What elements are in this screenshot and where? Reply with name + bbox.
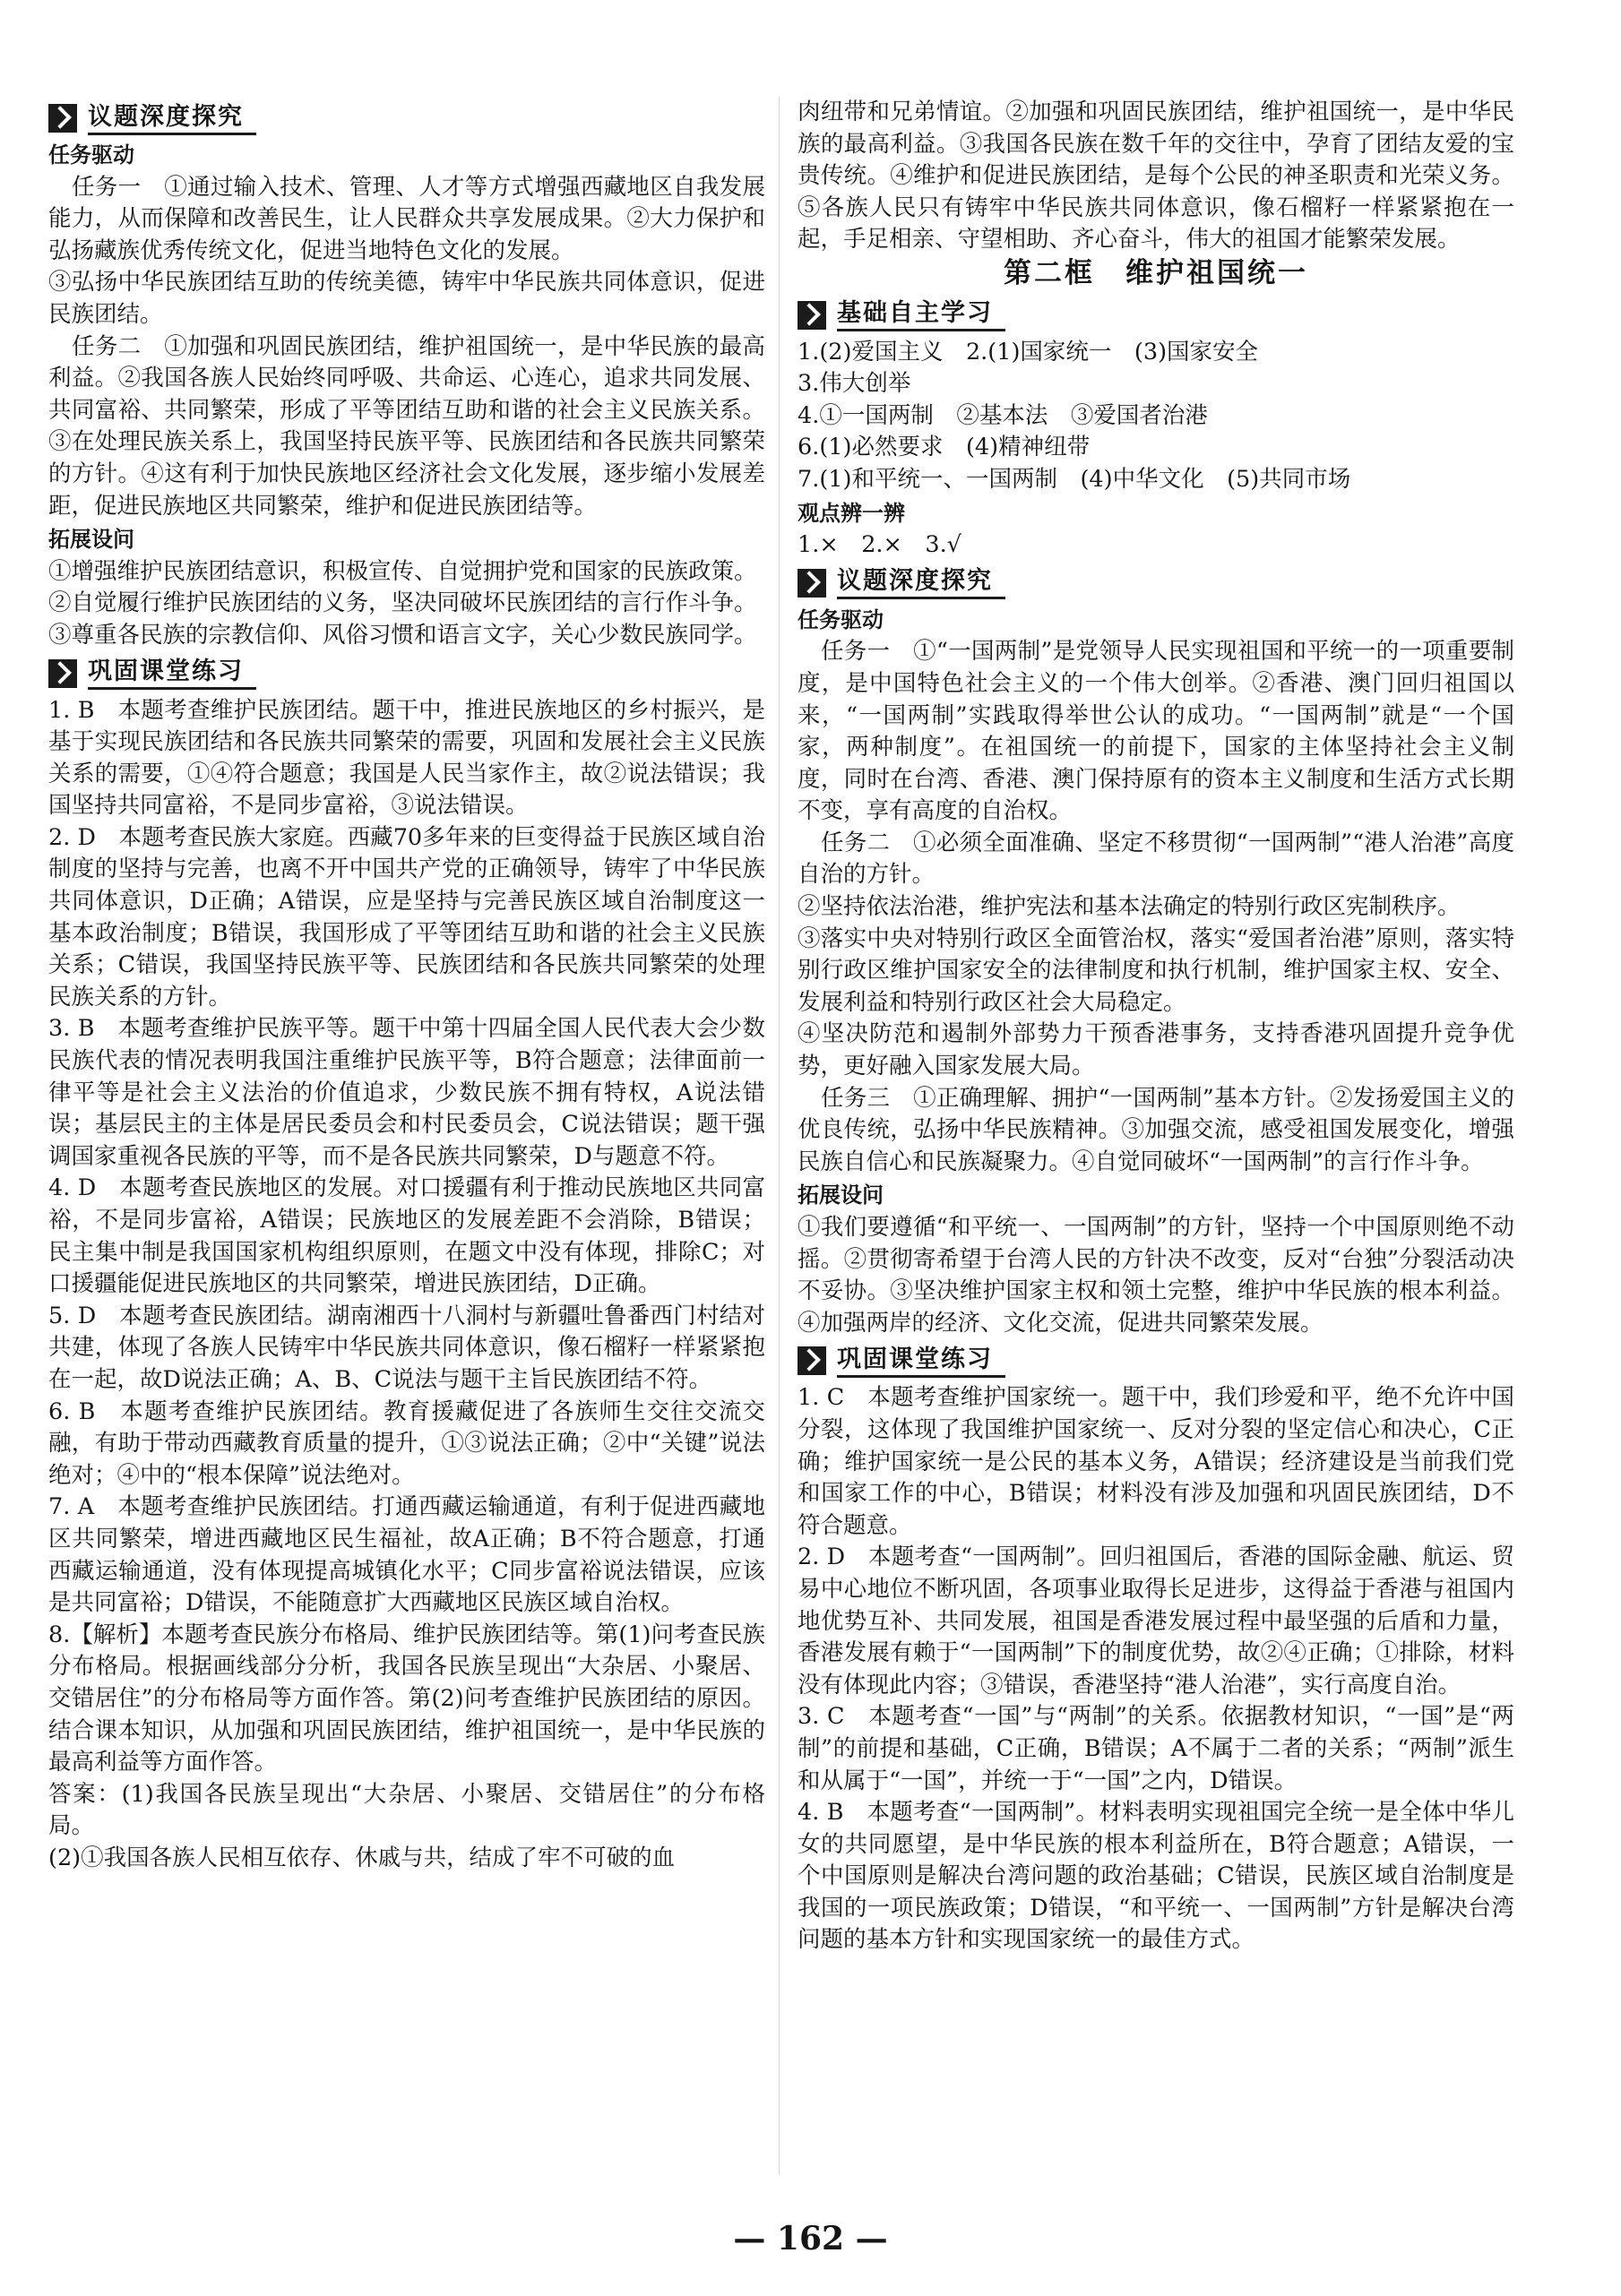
answer-line: 3.伟大创举 [798, 370, 911, 398]
answer-item: 5. D 本题考查民族团结。湖南湘西十八洞村与新疆吐鲁番西门村结对共建，体现了各族人民铸牢中华民族共同体意识，像石榴籽一样紧紧抱在一起，故D说法正确；A、B、C说法与题干主旨民族团结不符。 [48, 1302, 765, 1393]
answer-text: (2)①我国各族人民相互依存、休戚与共，结成了牢不可破的血 [48, 1844, 676, 1871]
answer-item: 1. C 本题考查维护国家统一。题干中，我们珍爱和平，绝不允许中国分裂，这体现了我国维护国家统一、反对分裂的坚定信心和决心，C正确；维护国家统一是公民的基本义务，A错误；经济建设是当前我们党和国家工作的中心，B错误；材料没有涉及加强和巩固民族团结，D不符合题意。 [798, 1384, 1514, 1539]
subheading: 观点辨一辨 [798, 500, 905, 526]
paragraph: 肉纽带和兄弟情谊。②加强和巩固民族团结，维护祖国统一，是中华民族的最高利益。③我国各民族在数千年的交往中，孕育了团结友爱的宝贵传统。④维护和促进民族团结，是每个公民的神圣职责和光荣义务。⑤各族人民只有铸牢中华民族共同体意识，像石榴籽一样紧紧抱在一起，手足相亲、守望相助、齐心奋斗，伟大的祖国才能繁荣发展。 [798, 99, 1514, 254]
column-divider [779, 97, 780, 2175]
answer-item: 4. B 本题考查“一国两制”。材料表明实现祖国完全统一是全体中华儿女的共同愿望，是中华民族的根本利益所在，B符合题意；A错误，一个中国原则是解决台湾问题的政治基础；C错误，民族区域自治制度是我国的一项民族政策；D错误，“和平统一、一国两制”方针是解决台湾问题的基本方针和实现国家统一的最佳方式。 [798, 1799, 1514, 1954]
paragraph: 任务一 ①通过输入技术、管理、人才等方式增强西藏地区自我发展能力，从而保障和改善民生，让人民群众共享发展成果。②大力保护和弘扬藏族优秀传统文化，促进当地特色文化的发展。 [48, 173, 765, 264]
paragraph: ②自觉履行维护民族团结的义务，坚决同破坏民族团结的言行作斗争。 [48, 589, 757, 617]
section-title: 基础自主学习 [837, 298, 1005, 331]
section-header [48, 100, 765, 136]
answer-item: 3. C 本题考查“一国”与“两制”的关系。依据教材知识，“一国”是“两制”的前提和基础，C正确，B错误；A不属于二者的关系；“两制”派生和从属于“一国”，并统一于“一国”之内，D错误。 [798, 1703, 1514, 1794]
section-title: 议题深度探究 [837, 566, 1005, 599]
subheading: 拓展设问 [798, 1182, 884, 1208]
paragraph: 任务三 ①正确理解、拥护“一国两制”基本方针。②发扬爱国主义的优良传统，弘扬中华民族精神。③加强交流，感受祖国发展变化，增强民族自信心和民族凝聚力。④自觉同破坏“一国两制”的言行作斗争。 [798, 1084, 1514, 1175]
paragraph: ①我们要遵循“和平统一、一国两制”的方针，坚持一个中国原则绝不动摇。②贯彻寄希望于台湾人民的方针决不改变，反对“台独”分裂活动决不妥协。③坚决维护国家主权和领土完整，维护中华民族的根本利益。④加强两岸的经济、文化交流，促进共同繁荣发展。 [798, 1214, 1514, 1337]
section-title: 议题深度探究 [88, 102, 256, 135]
section-header [798, 1343, 1514, 1379]
paragraph: ②坚持依法治港，维护宪法和基本法确定的特别行政区宪制秩序。 [798, 893, 1461, 921]
right-column [798, 97, 1514, 1956]
paragraph: 任务二 ①必须全面准确、坚定不移贯彻“一国两制”“港人治港”高度自治的方针。 [798, 829, 1514, 889]
subheading: 任务驱动 [48, 142, 134, 168]
paragraph: ④坚决防范和遏制外部势力干预香港事务，支持香港巩固提升竞争优势，更好融入国家发展大局。 [798, 1020, 1514, 1080]
paragraph: ③弘扬中华民族团结互助的传统美德，铸牢中华民族共同体意识，促进民族团结。 [48, 269, 765, 328]
answer-item: 2. D 本题考查“一国两制”。回归祖国后，香港的国际金融、航运、贸易中心地位不断巩固，各项事业取得长足进步，这得益于香港与祖国内地优势互补、共同发展，祖国是香港发展过程中最坚强的后盾和力量，香港发展有赖于“一国两制”下的制度优势，故②④正确；①排除，材料没有体现此内容；③错误，香港坚持“港人治港”，实行高度自治。 [798, 1544, 1514, 1698]
section-header [798, 565, 1514, 601]
paragraph: 任务二 ①加强和巩固民族团结，维护祖国统一，是中华民族的最高利益。②我国各族人民始终同呼吸、共命运、心连心，追求共同发展、共同富裕、共同繁荣，形成了平等团结互助和谐的社会主义民族关系。③在处理民族关系上，我国坚持民族平等、民族团结和各民族共同繁荣的方针。④这有利于加快民族地区经济社会文化发展，逐步缩小发展差距，促进民族地区共同繁荣，维护和促进民族团结等。 [48, 332, 765, 520]
answer-item: 2. D 本题考查民族大家庭。西藏70多年来的巨变得益于民族区域自治制度的坚持与完善，也离不开中国共产党的正确领导，铸牢了中华民族共同体意识，D正确；A错误，应是坚持与完善民族区域自治制度这一基本政治制度；B错误，我国形成了平等团结互助和谐的社会主义民族关系；C错误，我国坚持民族平等、民族团结和各民族共同繁荣的处理民族关系的方针。 [48, 823, 765, 1010]
checkbox-icon [48, 104, 77, 133]
answer-item: 1. B 本题考查维护民族团结。题干中，推进民族地区的乡村振兴，是基于实现民族团结和各民族共同繁荣的需要，巩固和发展社会主义民族关系的需要，①④符合题意；我国是人民当家作主，故②说法错误；我国坚持共同富裕，不是同步富裕，③说法错误。 [48, 696, 765, 820]
paragraph: ③落实中央对特别行政区全面管治权，落实“爱国者治港”原则，落实特别行政区维护国家安全的法律制度和执行机制，维护国家主权、安全、发展利益和特别行政区社会大局稳定。 [798, 924, 1514, 1016]
answer-item: 3. B 本题考查维护民族平等。题干中第十四届全国人民代表大会少数民族代表的情况表明我国注重维护民族平等，B符合题意；法律面前一律平等是社会主义法治的价值追求，少数民族不拥有特权，A说法错误；基层民主的主体是居民委员会和村民委员会，C说法错误；题干强调国家重视各民族的平等，而不是各民族共同繁荣，D与题意不符。 [48, 1015, 765, 1170]
answer-line: 1.× 2.× 3.√ [798, 531, 961, 559]
answer-text: 答案：(1)我国各民族呈现出“大杂居、小聚居、交错居住”的分布格局。 [48, 1780, 765, 1840]
frame-title: 第二框 维护祖国统一 [1004, 256, 1308, 289]
section-header [798, 297, 1514, 333]
answer-line: 1.(2)爱国主义 2.(1)国家统一 (3)国家安全 [798, 338, 1259, 365]
left-column [48, 97, 765, 1874]
checkbox-icon [48, 659, 77, 688]
answer-line: 6.(1)必然要求 (4)精神纽带 [798, 434, 1091, 461]
section-header [48, 656, 765, 692]
subheading: 拓展设问 [48, 527, 134, 553]
section-title: 巩固课堂练习 [88, 657, 256, 690]
answer-item: 7. A 本题考查维护民族团结。打通西藏运输通道，有利于促进西藏地区共同繁荣，增进西藏地区民生福祉，故A正确；B不符合题意，打通西藏运输通道，没有体现提高城镇化水平；C同步富裕说法错误，应该是共同富裕；D错误，不能随意扩大西藏地区民族区域自治权。 [48, 1493, 765, 1617]
answer-item: 4. D 本题考查民族地区的发展。对口援疆有利于推动民族地区共同富裕，不是同步富裕，A错误；民族地区的发展差距不会消除，B错误；民主集中制是我国国家机构组织原则，在题文中没有体现，排除C；对口援疆能促进民族地区的共同繁荣，增进民族团结，D正确。 [48, 1174, 765, 1298]
checkbox-icon [798, 301, 826, 330]
checkbox-icon [798, 1346, 826, 1375]
section-title: 巩固课堂练习 [837, 1345, 1005, 1378]
checkbox-icon [798, 569, 826, 598]
paragraph: ③尊重各民族的宗教信仰、风俗习惯和语言文字，关心少数民族同学。 [48, 621, 757, 649]
answer-item: 6. B 本题考查维护民族团结。教育援藏促进了各族师生交往交流交融，有助于带动西藏教育质量的提升，①③说法正确；②中“关键”说法绝对；④中的“根本保障”说法绝对。 [48, 1397, 765, 1489]
answer-item: 8.【解析】本题考查民族分布格局、维护民族团结等。第(1)问考查民族分布格局。根据画线部分分析，我国各民族呈现出“大杂居、小聚居、交错居住”的分布格局等方面作答。第(2)问考查维护民族团结的原因。结合课本知识，从加强和巩固民族团结，维护祖国统一，是中华民族的最高利益等方面作答。 [48, 1621, 765, 1776]
subheading: 任务驱动 [798, 606, 884, 632]
answer-line: 7.(1)和平统一、一国两制 (4)中华文化 (5)共同市场 [798, 465, 1351, 493]
paragraph: ①增强维护民族团结意识，积极宣传、自觉拥护党和国家的民族政策。 [48, 557, 757, 585]
answer-line: 4.①一国两制 ②基本法 ③爱国者治港 [798, 401, 1208, 429]
page-number: — 162 — [733, 2220, 888, 2257]
paragraph: 任务一 ①“一国两制”是党领导人民实现祖国和平统一的一项重要制度，是中国特色社会主义的一个伟大创举。②香港、澳门回归祖国以来，“一国两制”实践取得举世公认的成功。“一国两制”就是“一个国家，两种制度”。在祖国统一的前提下，国家的主体坚持社会主义制度，同时在台湾、香港、澳门保持原有的资本主义制度和生活方式长期不变，享有高度的自治权。 [798, 638, 1514, 825]
